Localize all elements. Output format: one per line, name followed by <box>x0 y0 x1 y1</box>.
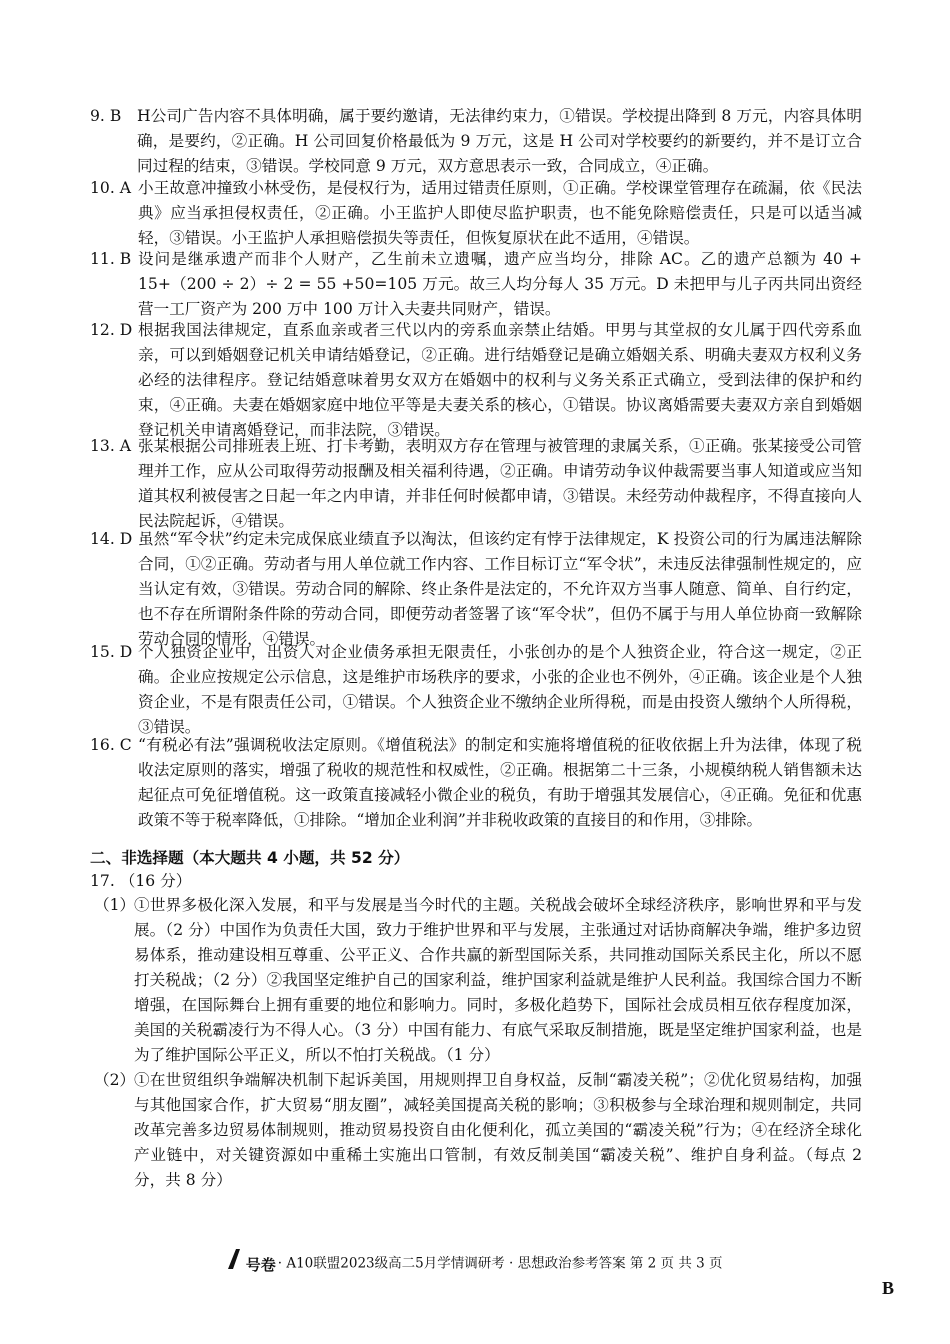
answer-number: 12. D <box>90 321 133 339</box>
answer-item-14 <box>90 527 862 652</box>
part-number: （2） <box>94 1071 136 1089</box>
answer-item-16 <box>90 733 862 833</box>
question-17-part-1 <box>94 893 862 1068</box>
answer-number: 16. C <box>90 736 132 754</box>
answer-item-13 <box>90 434 862 534</box>
answer-number: 10. A <box>90 179 132 197</box>
answer-item-12 <box>90 318 862 443</box>
answer-explanation: 小王故意冲撞致小林受伤，是侵权行为，适用过错责任原则，①正确。学校课堂管理存在疏漏，依《民法典》应当承担侵权责任，②正确。小王监护人即使尽监护职责，也不能免除赔偿责任，只是可以适当减轻，③错误。小王监护人承担赔偿损失等责任，但恢复原状在此不适用，④错误。 <box>138 179 862 247</box>
part-answer: ①在世贸组织争端解决机制下起诉美国，用规则捍卫自身权益，反制“霸凌关税”；②优化贸易结构，加强与其他国家合作，扩大贸易“朋友圈”，减轻美国提高关税的影响；③积极参与全球治理和规则制定，共同改革完善多边贸易体制规则，推动贸易投资自由化便利化，孤立美国的“霸凌关税”行为；④在经济全球化产业链中，对关键资源如中重稀土实施出口管制，有效反制美国“霸凌关税”、维护自身利益。（每点 2 分，共 8 分） <box>134 1071 862 1189</box>
section-heading: 二、非选择题（本大题共 4 小题，共 52 分） <box>90 849 410 867</box>
part-number: （1） <box>94 896 136 914</box>
version-mark: B <box>881 1278 894 1298</box>
page-footer <box>0 1248 950 1276</box>
question-17-title: 17. （16 分） <box>90 872 192 890</box>
answer-explanation: 个人独资企业中，出资人对企业债务承担无限责任，小张创办的是个人独资企业，符合这一规定，②正确。企业应按规定公示信息，这是维护市场秩序的要求，小张的企业也不例外，④正确。该企业是个人独资企业，不是有限责任公司，①错误。个人独资企业不缴纳企业所得税，而是由投资人缴纳个人所得税，③错误。 <box>138 643 862 736</box>
brand-logo <box>227 1248 275 1280</box>
answer-number: 14. D <box>90 530 133 548</box>
part-answer: ①世界多极化深入发展，和平与发展是当今时代的主题。关税战会破坏全球经济秩序，影响世界和平与发展。（2 分）中国作为负责任大国，致力于维护世界和平与发展，主张通过对话协商解决争端，维护多边贸易体系，推动建设相互尊重、公平正义、合作共赢的新型国际关系，共同推动国际关系民主化，所以不愿打关税战；（2 分）②我国坚定维护自己的国家利益，维护国家利益就是维护人民利益。我国综合国力不断增强，在国际舞台上拥有重要的地位和影响力。同时，多极化趋势下，国际社会成员相互依存程度加深，美国的关税霸凌行为不得人心。（3 分）中国有能力、有底气采取反制措施，既是坚定维护国家利益，也是为了维护国际公平正义，所以不怕打关税战。（1 分） <box>134 896 862 1064</box>
answer-explanation: 虽然“军令状”约定未完成保底业绩直予以淘汰，但该约定有悖于法律规定，K 投资公司的行为属违法解除合同，①②正确。劳动者与用人单位就工作内容、工作目标订立“军令状”，未违反法律强制性规定的，应当认定有效，③错误。劳动合同的解除、终止条件是法定的，不允许双方当事人随意、简单、自行约定，也不存在所谓附条件除的劳动合同，即便劳动者签署了该“军令状”，但仍不属于与用人单位协商一致解除劳动合同的情形，④错误。 <box>138 530 862 648</box>
answer-number: 9. B <box>90 107 122 125</box>
answer-item-15 <box>90 640 862 740</box>
answer-explanation: H公司广告内容不具体明确，属于要约邀请，无法律约束力，①错误。学校提出降到 8 万元，内容具体明确，是要约，②正确。H 公司回复价格最低为 9 万元，这是 H 公司对学校要约的新要约，并不是订立合同过程的结束，③错误。学校同意 9 万元，双方意思表示一致，合同成立，④正确。 <box>137 107 862 175</box>
answer-explanation: 张某根据公司排班表上班、打卡考勤，表明双方存在管理与被管理的隶属关系，①正确。张某接受公司管理并工作，应从公司取得劳动报酬及相关福利待遇，②正确。申请劳动争议仲裁需要当事人知道或应当知道其权利被侵害之日起一年之内申请，并非任何时候都申请，③错误。未经劳动仲裁程序，不得直接向人民法院起诉，④错误。 <box>138 437 862 530</box>
answer-explanation: “有税必有法”强调税收法定原则。《增值税法》的制定和实施将增值税的征收依据上升为法律，体现了税收法定原则的落实，增强了税收的规范性和权威性，②正确。根据第二十三条，小规模纳税人销售额未达起征点可免征增值税。这一政策直接减轻小微企业的税负，有助于增强其发展信心，④正确。免征和优惠政策不等于税率降低，①排除。“增加企业利润”并非税收政策的直接目的和作用，③排除。 <box>138 736 862 829</box>
answer-number: 13. A <box>90 437 132 455</box>
brand-logo-icon <box>227 1248 241 1270</box>
footer-text: · A10联盟2023级高二5月学情调研考 · 思想政治参考答案 第 2 页 共 3 页 <box>277 1255 723 1272</box>
answer-number: 11. B <box>90 250 132 268</box>
answer-item-11 <box>90 247 862 322</box>
answer-explanation: 设问是继承遗产而非个人财产，乙生前未立遗嘱，遗产应当均分，排除 AC。乙的遗产总额为 40 + 15+（200 ÷ 2）÷ 2 = 55 +50=105 万元。故三人均分每人 35 万元。D 未把甲与儿子丙共同出资经营一工厂资产为 200 万中 100 万计入夫妻共同财产，错误。 <box>138 250 862 318</box>
answer-number: 15. D <box>90 643 133 661</box>
answer-explanation: 根据我国法律规定，直系血亲或者三代以内的旁系血亲禁止结婚。甲男与其堂叔的女儿属于四代旁系血亲，可以到婚姻登记机关申请结婚登记，②正确。进行结婚登记是确立婚姻关系、明确夫妻双方权利义务必经的法律程序。登记结婚意味着男女双方在婚姻中的权利与义务关系正式确立，受到法律的保护和约束，④正确。夫妻在婚姻家庭中地位平等是夫妻关系的核心，①错误。协议离婚需要夫妻双方亲自到婚姻登记机关申请离婚登记，而非法院，③错误。 <box>138 321 862 439</box>
question-17-part-2 <box>94 1068 862 1193</box>
brand-logo-text: 号卷 <box>245 1256 276 1274</box>
answer-item-9 <box>90 104 862 179</box>
answer-item-10 <box>90 176 862 251</box>
